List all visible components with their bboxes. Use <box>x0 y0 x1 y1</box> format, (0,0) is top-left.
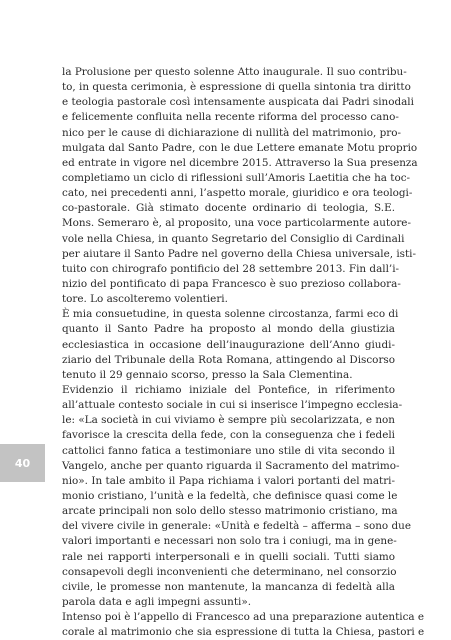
text-line: Mons. Semeraro è, al proposito, una voce particolarmente autore- <box>62 217 411 230</box>
text-line: Intenso poi è l’appello di Francesco ad una preparazione autentica e <box>62 611 425 624</box>
text-line: arcate principali non solo dello stesso matrimonio cristiano, ma <box>62 505 398 518</box>
text-line: all’attuale contesto sociale in cui si inserisce l’impegno ecclesia- <box>62 399 403 412</box>
text-line: le: «La società in cui viviamo è sempre più secolarizzata, e non <box>62 414 395 427</box>
text-line: quanto il Santo Padre ha proposto al mondo della giustizia <box>62 323 395 336</box>
text-line: ecclesiastica in occasione dell’inaugurazione dell’Anno giudi- <box>62 338 395 351</box>
text-line: nio». In tale ambito il Papa richiama i valori portanti del matri- <box>62 474 395 487</box>
text-line: tuito con chirografo pontificio del 28 settembre 2013. Fin dall’i- <box>62 262 400 275</box>
text-line: Evidenzio il richiamo iniziale del Pontefice, in riferimento <box>62 383 395 396</box>
text-line: ed entrate in vigore nel dicembre 2015. Attraverso la Sua presenza <box>62 156 418 169</box>
text-line: completiamo un ciclo di riflessioni sull’Amoris Laetitia che ha toc- <box>62 171 411 184</box>
text-line: nico per le cause di dichiarazione di nullità del matrimonio, pro- <box>62 126 401 139</box>
text-line: monio cristiano, l’unità e la fedeltà, che definisce quasi come le <box>62 489 398 502</box>
text-line: consapevoli degli inconvenienti che determinano, nel consorzio <box>62 565 397 578</box>
text-line: cattolici fanno fatica a testimoniare uno stile di vita secondo il <box>62 444 395 457</box>
text-line: to, in questa cerimonia, è espressione di quella sintonia tra diritto <box>62 81 411 94</box>
text-line: co-pastorale. Già stimato docente ordinario di teologia, S.E. <box>62 202 395 215</box>
text-line: rale nei rapporti interpersonali e in quelli sociali. Tutti siamo <box>62 550 395 563</box>
text-line: la Prolusione per questo solenne Atto inaugurale. Il suo contribu- <box>62 66 407 78</box>
text-line: tore. Lo ascolteremo volentieri. <box>62 293 228 306</box>
text-line: nizio del pontificato di papa Francesco è suo prezioso collabora- <box>62 277 401 290</box>
text-line: del vivere civile in generale: «Unità e fedeltà – afferma – sono due <box>62 520 411 533</box>
text-line: tenuto il 29 gennaio scorso, presso la Sala Clementina. <box>62 368 353 381</box>
text-line: ziario del Tribunale della Rota Romana, attingendo al Discorso <box>62 353 395 366</box>
text-line: civile, le promesse non mantenute, la mancanza di fedeltà alla <box>62 580 395 593</box>
text-line: vole nella Chiesa, in quanto Segretario del Consiglio di Cardinali <box>62 232 405 245</box>
text-line: parola data e agli impegni assunti». <box>62 595 252 608</box>
text-line: favorisce la crescita della fede, con la conseguenza che i fedeli <box>62 429 395 442</box>
text-line: È mia consuetudine, in questa solenne circostanza, farmi eco di <box>62 308 399 321</box>
text-line: e felicemente confluita nella recente riforma del processo cano- <box>62 111 399 124</box>
page-number-tab <box>0 444 45 482</box>
text-line: valori importanti e necessari non solo tra i coniugi, ma in gene- <box>62 535 397 548</box>
text-line: e teologia pastorale così intensamente auspicata dai Padri sinodali <box>62 96 414 109</box>
text-line: mulgata dal Santo Padre, con le due Lettere emanate Motu proprio <box>62 141 418 154</box>
text-line: per aiutare il Santo Padre nel governo della Chiesa universale, isti- <box>62 247 417 260</box>
page-number: 40 <box>14 456 31 470</box>
text-line: corale al matrimonio che sia espressione di tutta la Chiesa, pastori e <box>62 626 425 639</box>
body-text <box>62 65 425 640</box>
text-line: cato, nei precedenti anni, l’aspetto morale, giuridico e ora teologi- <box>62 187 413 200</box>
text-line: Vangelo, anche per quanto riguarda il Sacramento del matrimo- <box>62 459 400 472</box>
